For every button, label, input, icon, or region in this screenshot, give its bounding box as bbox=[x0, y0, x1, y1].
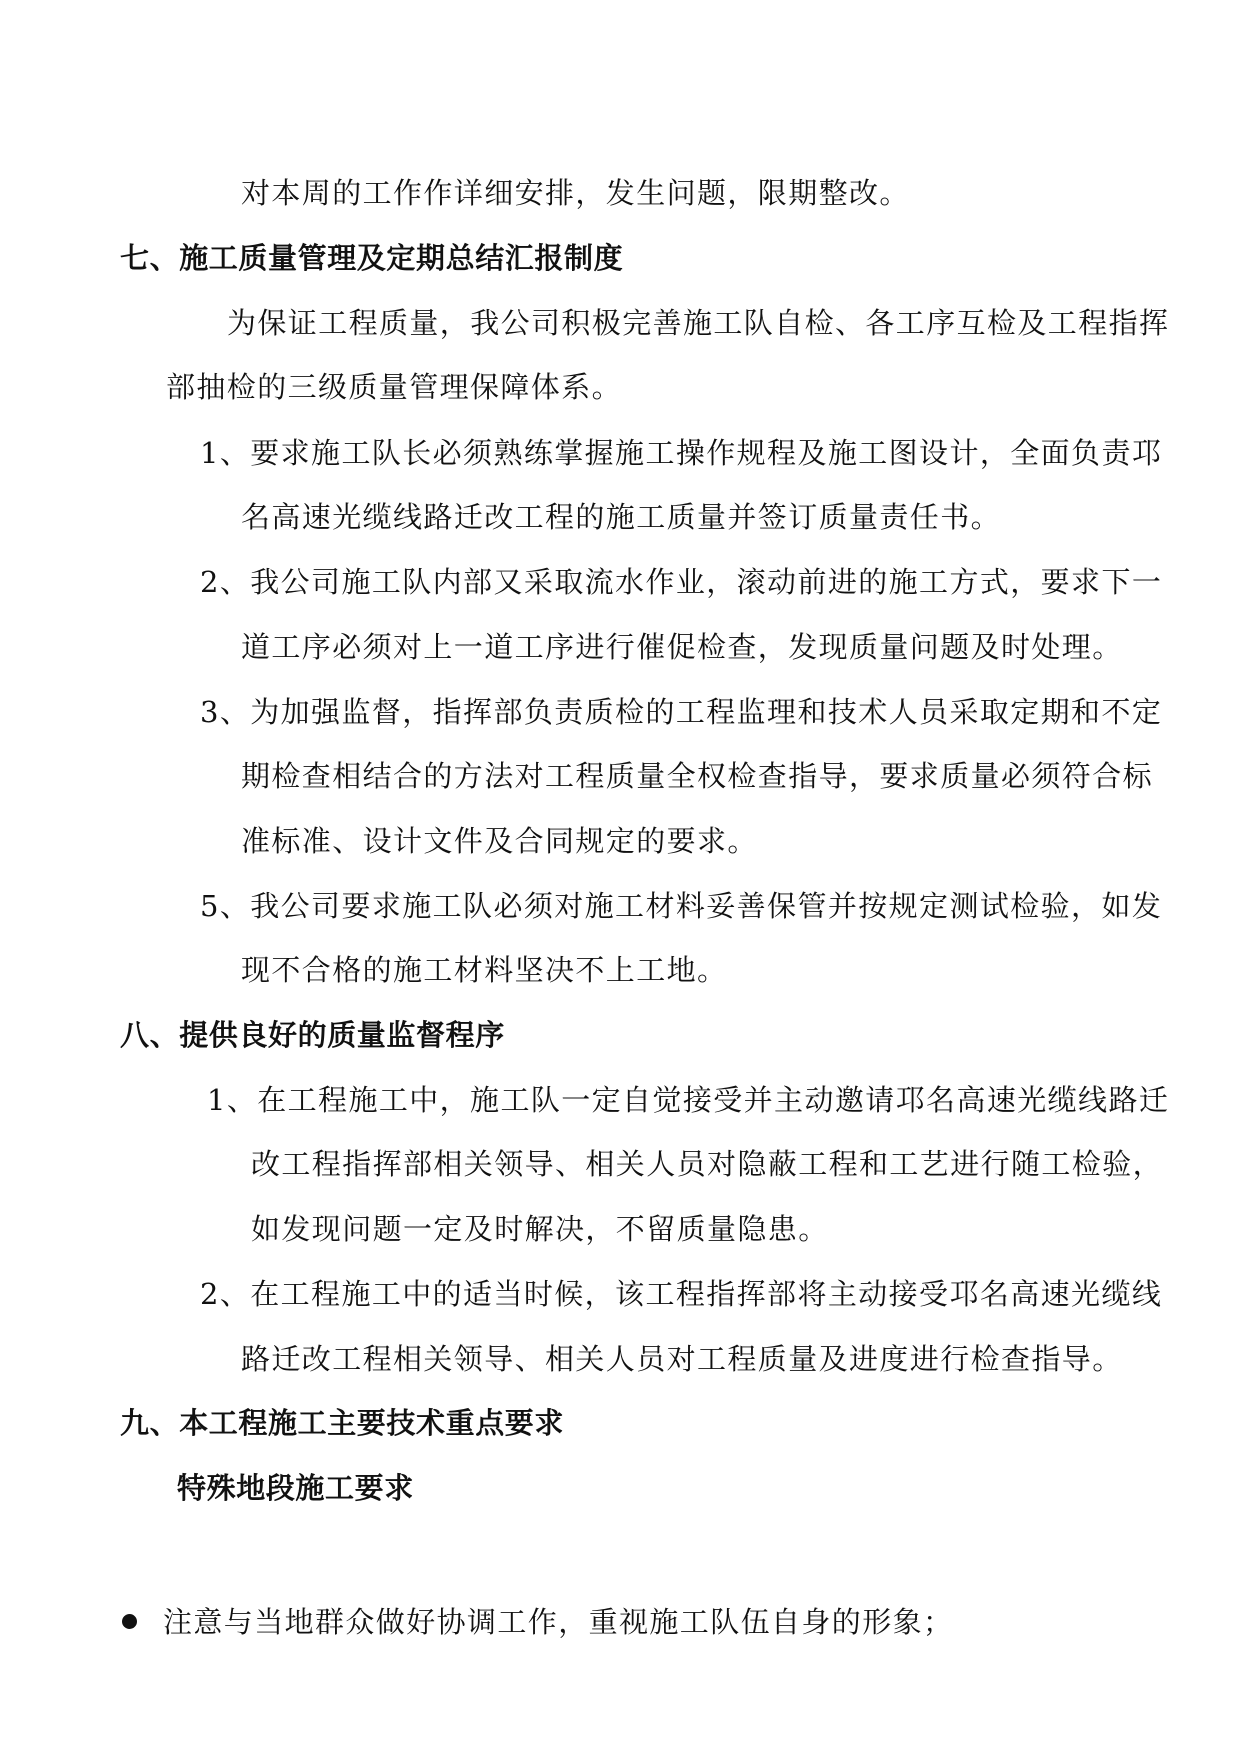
section-7-item-1-line-2: 名高速光缆线路迁改工程的施工质量并签订质量责任书。 bbox=[241, 500, 1002, 534]
section-7-intro-line-1: 为保证工程质量，我公司积极完善施工队自检、各工序互检及工程指挥 bbox=[227, 306, 1170, 340]
section-7-item-3-line-3: 准标准、设计文件及合同规定的要求。 bbox=[241, 824, 758, 858]
section-8-item-1-line-1: 1、在工程施工中，施工队一定自觉接受并主动邀请邛名高速光缆线路迁 bbox=[207, 1083, 1170, 1117]
section-7-item-3-line-1: 3、为加强监督，指挥部负责质检的工程监理和技术人员采取定期和不定 bbox=[200, 695, 1163, 729]
section-7-item-1-line-1: 1、要求施工队长必须熟练掌握施工操作规程及施工图设计，全面负责邛 bbox=[200, 436, 1163, 470]
section-9-subheading: 特殊地段施工要求 bbox=[177, 1471, 414, 1505]
section-8-item-2-line-2: 路迁改工程相关领导、相关人员对工程质量及进度进行检查指导。 bbox=[241, 1342, 1123, 1376]
section-8-item-2-line-1: 2、在工程施工中的适当时候，该工程指挥部将主动接受邛名高速光缆线 bbox=[200, 1277, 1163, 1311]
section-7-item-2-line-1: 2、我公司施工队内部又采取流水作业，滚动前进的施工方式，要求下一 bbox=[200, 565, 1163, 599]
section-9-bullet-1: 注意与当地群众做好协调工作，重视施工队伍自身的形象； bbox=[163, 1605, 954, 1639]
continuation-line: 对本周的工作作详细安排，发生问题，限期整改。 bbox=[241, 176, 910, 210]
section-7-intro-line-2: 部抽检的三级质量管理保障体系。 bbox=[166, 370, 623, 404]
section-7-item-5-line-1: 5、我公司要求施工队必须对施工材料妥善保管并按规定测试检验，如发 bbox=[200, 889, 1163, 923]
section-7-item-5-line-2: 现不合格的施工材料坚决不上工地。 bbox=[241, 953, 728, 987]
section-7-item-3-line-2: 期检查相结合的方法对工程质量全权检查指导，要求质量必须符合标 bbox=[241, 759, 1154, 793]
section-9-heading: 九、本工程施工主要技术重点要求 bbox=[120, 1406, 565, 1440]
section-8-item-1-line-3: 如发现问题一定及时解决，不留质量隐患。 bbox=[251, 1212, 829, 1246]
bullet-dot-icon bbox=[122, 1614, 137, 1629]
section-8-item-1-line-2: 改工程指挥部相关领导、相关人员对隐蔽工程和工艺进行随工检验， bbox=[251, 1147, 1164, 1181]
section-7-item-2-line-2: 道工序必须对上一道工序进行催促检查，发现质量问题及时处理。 bbox=[241, 630, 1123, 664]
section-7-heading: 七、施工质量管理及定期总结汇报制度 bbox=[120, 241, 624, 275]
section-8-heading: 八、提供良好的质量监督程序 bbox=[120, 1018, 505, 1052]
